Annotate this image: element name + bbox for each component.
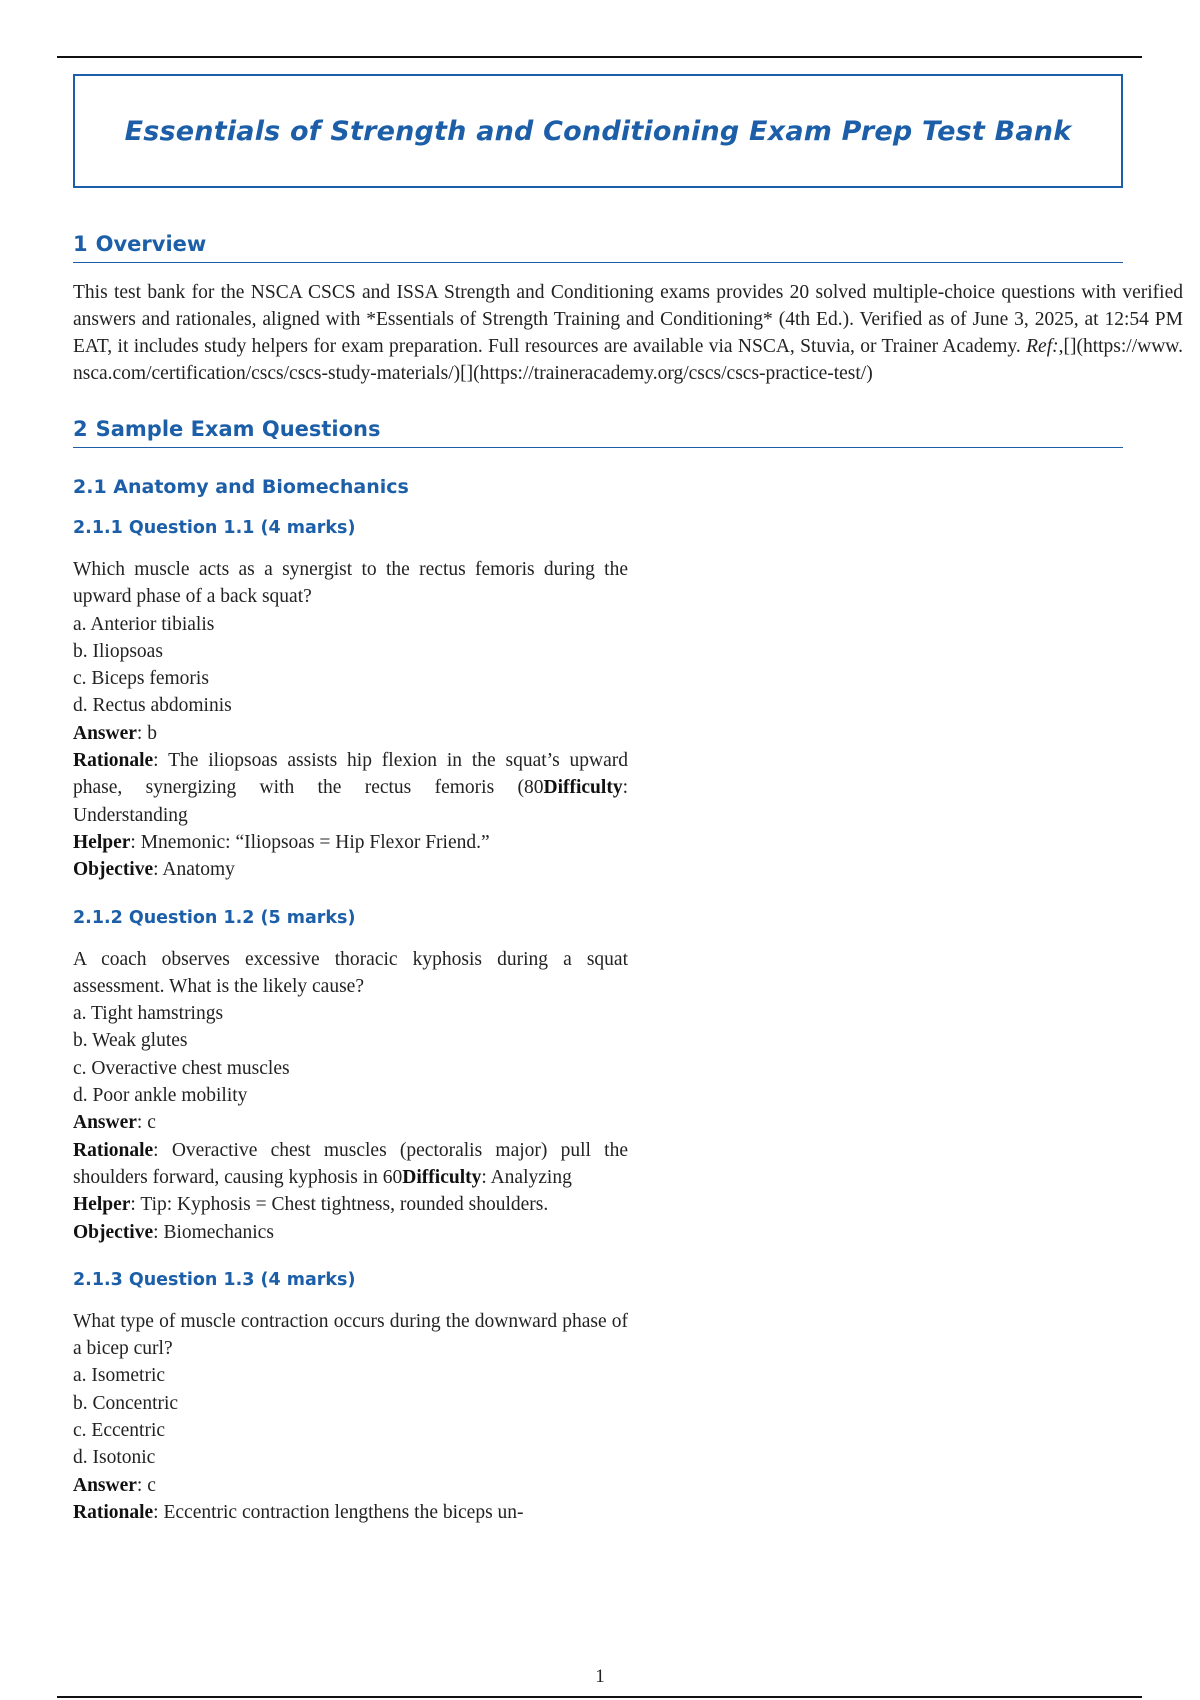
objective-value: Biomechanics	[163, 1221, 274, 1243]
answer-option: b. Iliopsoas	[73, 640, 163, 662]
rationale-line: Rationale: Eccentric contraction lengthens the biceps un-	[73, 1501, 524, 1523]
section-title: Sample Exam Questions	[95, 417, 381, 441]
answer-option: d. Poor ankle mobility	[73, 1085, 248, 1107]
question-title: Question 1.3 (4 marks)	[128, 1269, 356, 1290]
subsection-number: 2.1	[73, 476, 107, 498]
rationale-label: Rationale	[73, 1139, 154, 1161]
answer-option: d. Isotonic	[73, 1447, 156, 1469]
bottom-rule	[57, 1696, 1142, 1698]
objective-label: Objective	[73, 1221, 154, 1243]
answer-option: c. Eccentric	[73, 1420, 166, 1442]
answer-line: Answer: c	[73, 1112, 156, 1134]
question-stem: Which muscle acts as a synergist to the rectus femoris during the upward phase of a back squat?	[73, 559, 628, 608]
section-title: Overview	[95, 232, 207, 256]
answer-option: a. Isometric	[73, 1365, 166, 1387]
rationale-label: Rationale	[73, 1501, 154, 1523]
question-heading	[73, 1270, 1123, 1290]
answer-value: b	[147, 722, 157, 744]
rationale-line: Rationale: The iliopsoas assists hip flexion in the squat’s upward phase, synergizing with the rectus femoris (80Difficulty: Understanding	[73, 750, 628, 826]
difficulty-value: Understanding	[73, 804, 188, 826]
section-heading-overview	[73, 232, 1123, 263]
helper-text: Mnemonic: “Iliopsoas = Hip Flexor Friend.”	[140, 831, 490, 853]
answer-line: Answer: b	[73, 722, 157, 744]
answer-option: c. Biceps femoris	[73, 668, 209, 690]
answer-label: Answer	[73, 1112, 137, 1134]
objective-line: Objective: Anatomy	[73, 859, 235, 881]
rationale-text: Overactive chest muscles (pectoralis major) pull the shoulders forward, causing kyphosis in 60	[73, 1139, 628, 1188]
subsection-title: Anatomy and Biomechanics	[113, 476, 409, 498]
difficulty-label: Difficulty	[402, 1166, 482, 1188]
ref-links[interactable]: ,[](https://www.nsca.com/certification/cscs/cscs-study-materials/)[](https://traineracademy.org/cscs/cscs-practice-test/)	[73, 336, 1183, 384]
section-heading-sample-questions	[73, 417, 1123, 448]
question-heading	[73, 908, 1123, 928]
question-number: 2.1.3	[73, 1269, 123, 1290]
answer-value: c	[147, 1474, 156, 1496]
overview-text: This test bank for the NSCA CSCS and ISSA Strength and Conditioning exams provides 20 solved multiple-choice questions with verified answers and rationales, aligned with *Essentials of Strength Training and Conditioning* (4th Ed.). Verified as of June 3, 2025, at 12:54 PM EAT, it includes study helpers for exam preparation. Full resources are available via NSCA, Stuvia, or Trainer Academy.	[73, 282, 1183, 357]
objective-value: Anatomy	[162, 859, 235, 881]
answer-option: a. Anterior tibialis	[73, 613, 215, 635]
ref-label: Ref:	[1026, 336, 1059, 357]
question-stem: What type of muscle contraction occurs during the downward phase of a bicep curl?	[73, 1310, 628, 1360]
answer-line: Answer: c	[73, 1474, 156, 1496]
question-block	[73, 556, 628, 884]
objective-label: Objective	[73, 859, 154, 881]
difficulty-label: Difficulty	[543, 777, 623, 799]
objective-line: Objective: Biomechanics	[73, 1221, 274, 1243]
document-title: Essentials of Strength and Conditioning Exam Prep Test Bank	[124, 115, 1072, 147]
helper-text: Tip: Kyphosis = Chest tightness, rounded shoulders.	[140, 1194, 549, 1216]
answer-option: a. Tight hamstrings	[73, 1003, 224, 1025]
difficulty-value: Analyzing	[490, 1166, 572, 1188]
answer-option: c. Overactive chest muscles	[73, 1057, 290, 1079]
section-number: 2	[73, 417, 88, 441]
rationale-line: Rationale: Overactive chest muscles (pectoralis major) pull the shoulders forward, causing kyphosis in 60Difficulty: Analyzing	[73, 1139, 628, 1188]
section-number: 1	[73, 232, 88, 256]
answer-option: b. Concentric	[73, 1392, 179, 1414]
subsection-heading-anatomy	[73, 476, 1123, 498]
top-rule	[57, 56, 1142, 58]
question-title: Question 1.1 (4 marks)	[128, 518, 356, 538]
rationale-text: Eccentric contraction lengthens the biceps un-	[163, 1501, 524, 1523]
helper-label: Helper	[73, 1194, 131, 1216]
question-number: 2.1.2	[73, 907, 123, 928]
answer-value: c	[147, 1112, 156, 1134]
page-content	[73, 232, 1183, 1526]
page-number: 1	[595, 1666, 605, 1687]
answer-label: Answer	[73, 722, 137, 744]
helper-label: Helper	[73, 831, 131, 853]
helper-line: Helper: Tip: Kyphosis = Chest tightness, rounded shoulders.	[73, 1194, 549, 1216]
question-heading	[73, 518, 1123, 538]
answer-option: b. Weak glutes	[73, 1030, 188, 1052]
question-block	[73, 1308, 628, 1526]
answer-option: d. Rectus abdominis	[73, 695, 232, 717]
overview-paragraph	[73, 279, 1183, 387]
rationale-label: Rationale	[73, 750, 154, 772]
answer-label: Answer	[73, 1474, 137, 1496]
title-box	[73, 74, 1123, 188]
question-block	[73, 946, 628, 1246]
helper-line: Helper: Mnemonic: “Iliopsoas = Hip Flexor Friend.”	[73, 831, 490, 853]
question-stem: A coach observes excessive thoracic kyphosis during a squat assessment. What is the likely cause?	[73, 948, 628, 997]
rationale-text: The iliopsoas assists hip flexion in the squat’s upward phase, synergizing with the rectus femoris (80	[73, 750, 628, 799]
question-number: 2.1.1	[73, 518, 123, 538]
question-title: Question 1.2 (5 marks)	[128, 907, 356, 928]
